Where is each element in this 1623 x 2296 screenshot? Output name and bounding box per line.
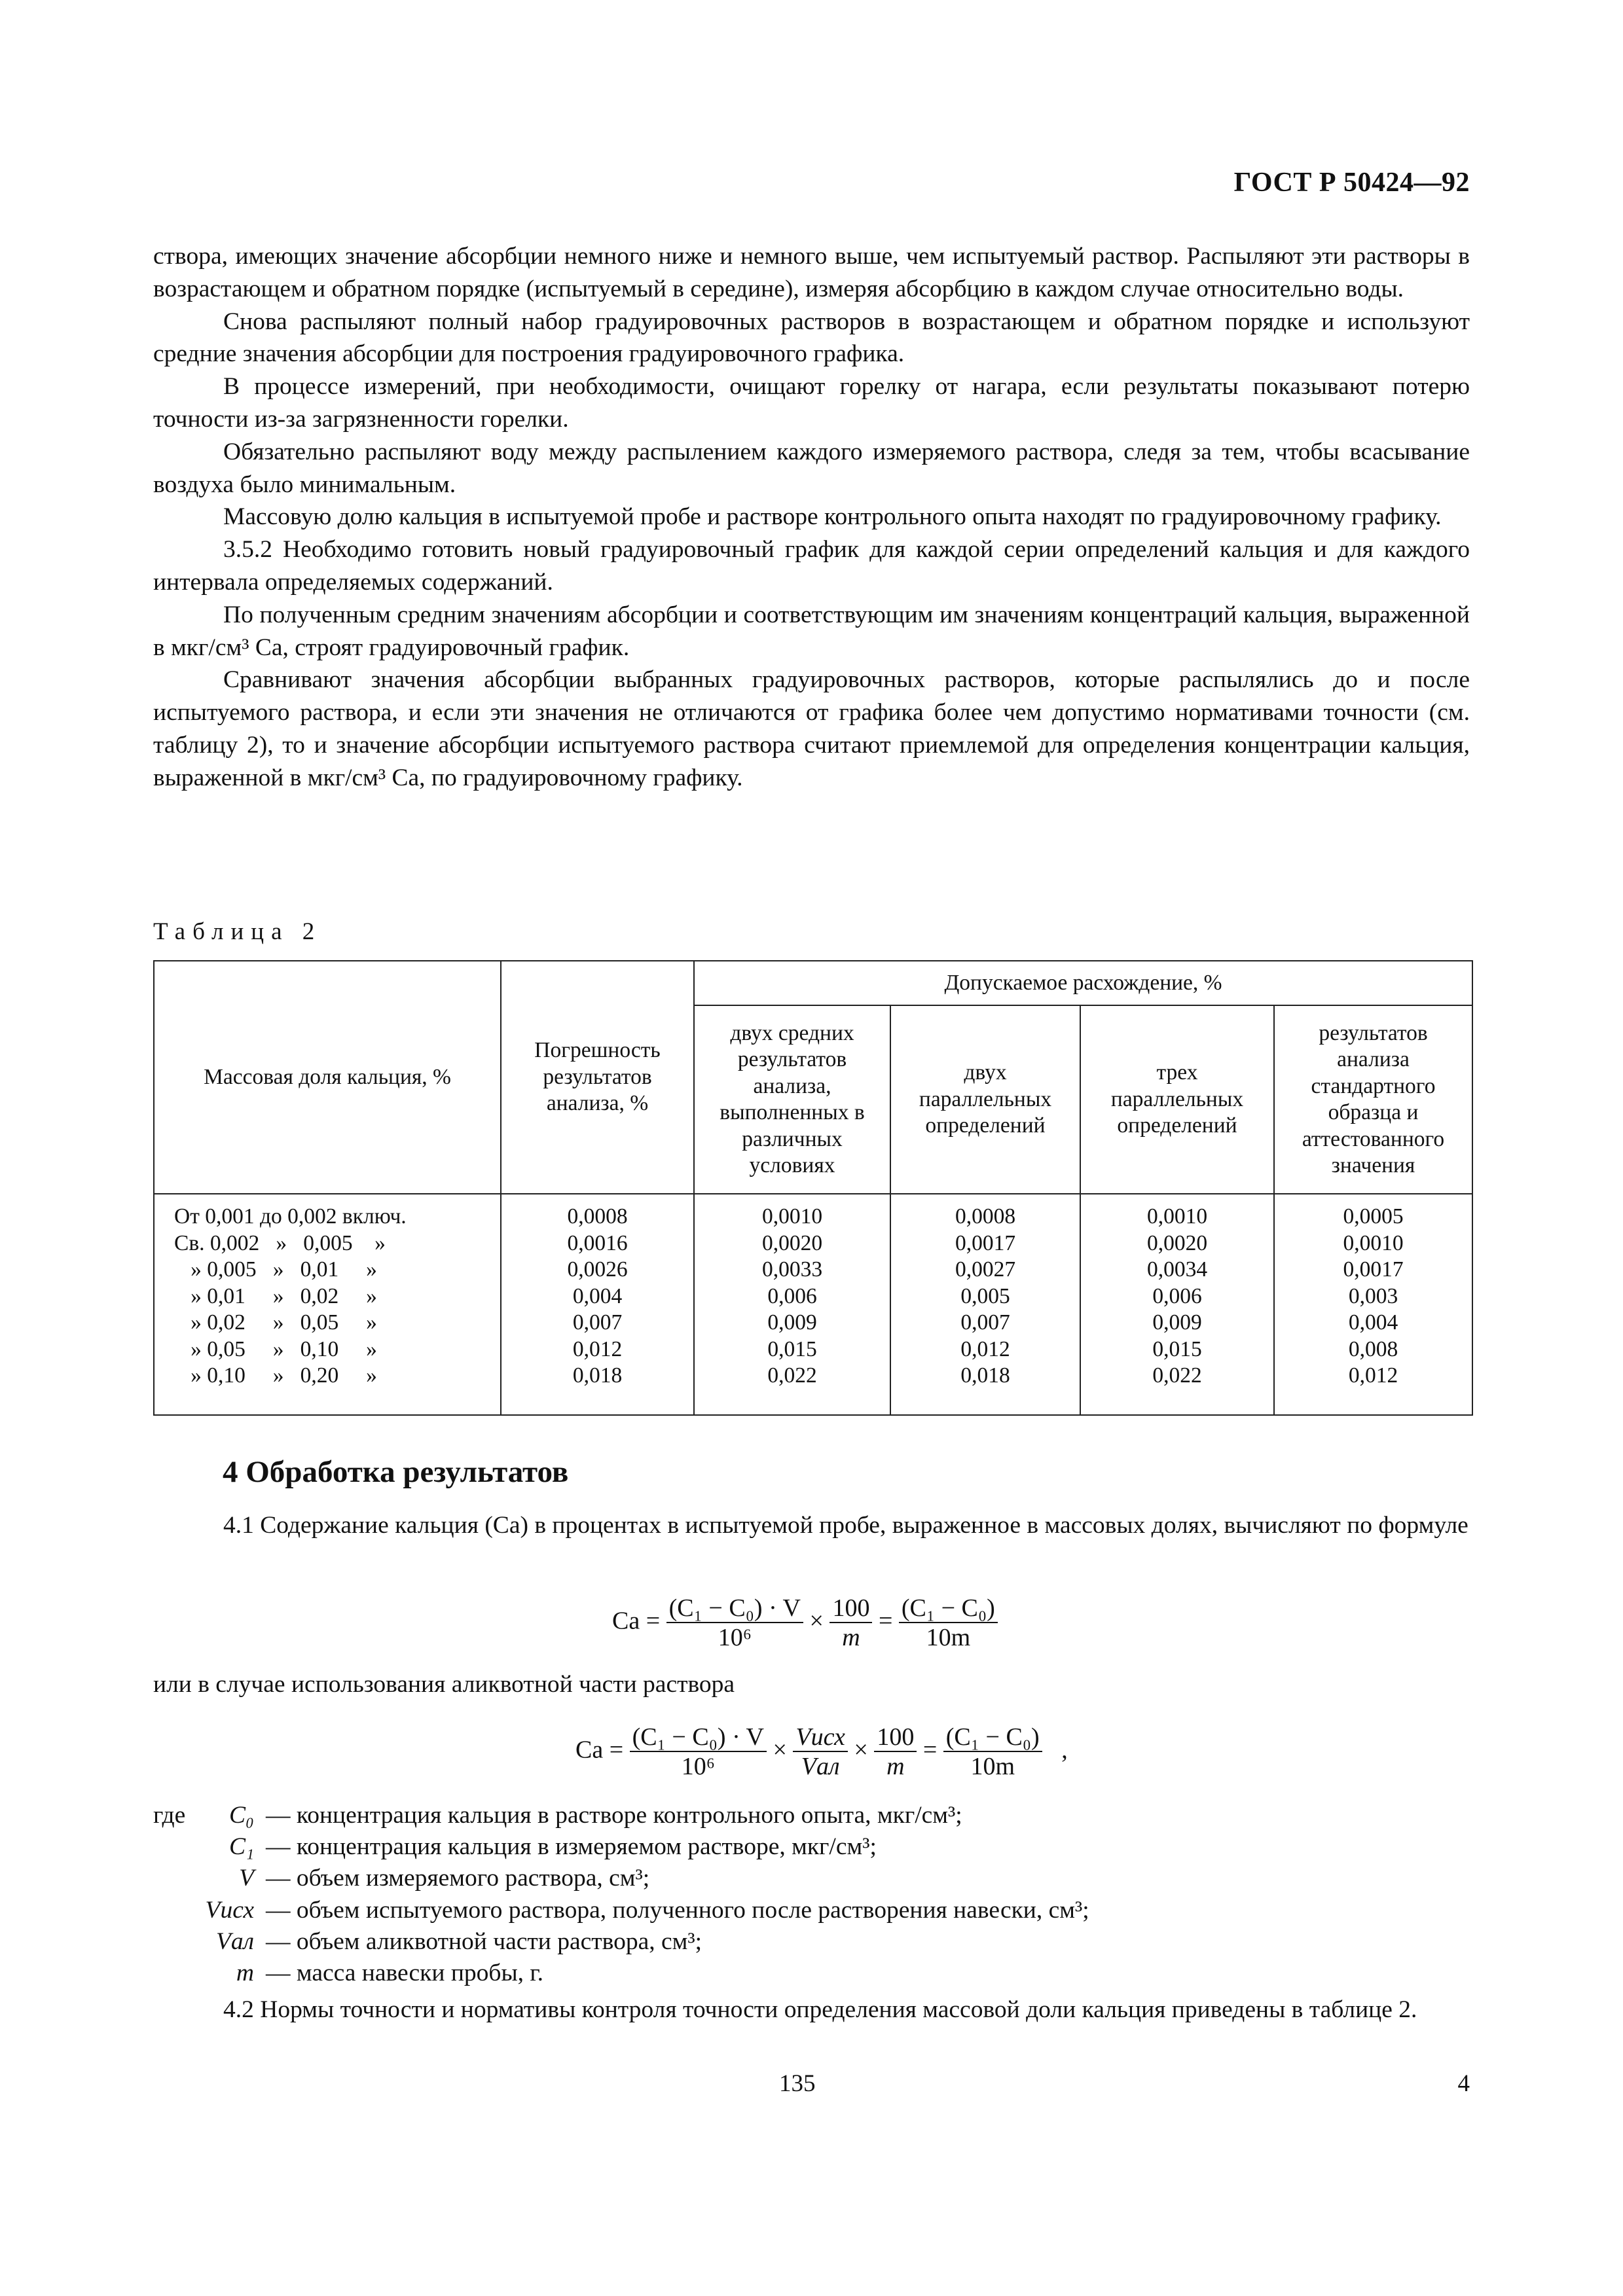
legend-description: — объем измеряемого раствора, см³; [266,1865,650,1892]
numerator: (C₁ − C₀) · V [666,1594,803,1623]
table-cell: 0,003 [1348,1283,1398,1308]
fraction [830,1594,872,1652]
formula-tail: , [1061,1736,1068,1764]
legend-description: — концентрация кальция в измеряемом растворе, мкг/см³; [266,1833,877,1861]
times-sign: × [854,1736,868,1764]
paragraph: 3.5.2 Необходимо готовить новый градуировочный график для каждой серии определений кальция и для каждого интервала определяемых содержаний. [153,536,1470,596]
numerator: (C₁ − C₀) · V [630,1723,767,1752]
or-text: или в случае использования аликвотной части раствора [153,1671,735,1698]
equals-sign: = [922,1736,938,1764]
table-cell: » 0,01 » 0,02 » [174,1283,377,1308]
accuracy-table [153,960,1473,1416]
paragraph: Обязательно распыляют воду между распылением каждого измеряемого раствора, следя за тем, чтобы всасывание воздуха было минимальным. [153,438,1470,498]
numerator: (C₁ − C₀) [899,1594,998,1623]
table-cell: 0,018 [960,1363,1010,1388]
table-cell: 0,015 [1152,1336,1202,1361]
paragraph: Сравнивают значения абсорбции выбранных градуировочных растворов, которые распылялись до и после испытуемого раствора, и если эти значения не отличаются от графика более чем допустимо нормативами точности (см. таблицу 2), то и значение абсорбции испытуемого раствора считают приемлемой для определения концентрации кальция, выраженной в мкг/см³ Са, по градуировочному графику. [153,666,1470,791]
table-cell: 0,0020 [1146,1230,1208,1255]
table-cell: 0,012 [572,1336,623,1361]
table-cell: 0,018 [572,1363,623,1388]
table-cell: 0,022 [1152,1363,1202,1388]
denominator: 10m [926,1624,971,1651]
legend-item [153,1926,1089,1958]
table-cell: 0,004 [572,1283,623,1308]
table-cell: 0,012 [960,1336,1010,1361]
legend-description: — объем аликвотной части раствора, см³; [266,1928,702,1955]
denominator: m [886,1753,905,1780]
fraction [943,1723,1042,1781]
table-cell: 0,009 [767,1310,817,1335]
header-two-parallel: двух параллельных определений [890,1005,1080,1194]
header-mass-fraction: Массовая доля кальция, % [154,961,501,1194]
table-cell: 0,0008 [567,1204,628,1229]
table-cell: 0,0017 [955,1230,1016,1255]
table-cell: 0,022 [767,1363,817,1388]
legend-symbol: Vисх [205,1896,254,1924]
table-cell: 0,007 [960,1310,1010,1335]
standard-sample-column [1274,1194,1472,1415]
body-text [153,240,1470,795]
document-code: ГОСТ Р 50424—92 [1233,168,1470,198]
legend-item [153,1958,1089,1989]
fraction [874,1723,917,1781]
page-number-right: 4 [1457,2070,1470,2097]
table-cell: 0,009 [1152,1310,1202,1335]
paragraph-4-2: 4.2 Нормы точности и нормативы контроля точности определения массовой доли кальция приведены в таблице 2. [223,1996,1417,2023]
table-cell: 0,0016 [567,1230,628,1255]
table-caption: Таблица 2 [153,918,322,945]
numerator: Vисх [793,1723,847,1752]
table-cell: Св. 0,002 » 0,005 » [174,1230,386,1255]
mass-fraction-column [154,1194,501,1415]
legend-symbol: V [239,1865,254,1892]
two-parallel-column [890,1194,1080,1415]
numerator: (C₁ − C₀) [943,1723,1042,1752]
table-cell: 0,004 [1348,1310,1398,1335]
legend-symbol: C₁ [228,1833,254,1861]
table-cell: 0,015 [767,1336,817,1361]
header-two-averages: двух средних результатов анализа, выполненных в различных условиях [694,1005,890,1194]
denominator: m [842,1624,860,1651]
table-cell: От 0,001 до 0,002 включ. [174,1204,407,1229]
table-cell: 0,005 [960,1283,1010,1308]
formula-lhs: Ca = [575,1736,624,1764]
paragraph: Массовую долю кальция в испытуемой пробе и растворе контрольного опыта находят по градуировочному графику. [223,503,1442,531]
paragraph-4-1: 4.1 Содержание кальция (Са) в процентах в испытуемой пробе, выраженное в массовых долях, вычисляют по формуле [223,1512,1468,1539]
legend-symbol: m [236,1960,254,1987]
table-cell: 0,0010 [1146,1204,1208,1229]
symbol-legend [153,1800,1089,1989]
table-cell: » 0,05 » 0,10 » [174,1336,377,1361]
formula-2 [575,1723,1068,1781]
denominator: 10⁶ [718,1624,752,1651]
table-cell: 0,0020 [761,1230,823,1255]
legend-description: — масса навески пробы, г. [266,1960,543,1987]
table-cell: 0,0017 [1343,1257,1404,1282]
table-cell: » 0,005 » 0,01 » [174,1257,377,1282]
fraction [630,1723,767,1781]
legend-item [153,1895,1089,1926]
table-cell: 0,012 [1348,1363,1398,1388]
section-title: 4 Обработка результатов [223,1455,569,1489]
header-error: Погрешность результатов анализа, % [501,961,694,1194]
formula-1 [612,1594,998,1652]
table-cell: 0,0010 [761,1204,823,1229]
table-cell: » 0,10 » 0,20 » [174,1363,377,1388]
table-cell: 0,0008 [955,1204,1016,1229]
formula-lhs: Ca = [612,1607,661,1635]
legend-item [153,1831,1089,1863]
table-cell: 0,0010 [1343,1230,1404,1255]
table-cell: 0,007 [572,1310,623,1335]
paragraph: Снова распыляют полный набор градуировочных растворов в возрастающем и обратном порядке и используют средние значения абсорбции для построения градуировочного графика. [153,308,1470,368]
table-cell: 0,0034 [1146,1257,1208,1282]
legend-item [153,1800,1089,1831]
legend-description: — концентрация кальция в растворе контрольного опыта, мкг/см³; [266,1802,962,1829]
fraction [666,1594,803,1652]
fraction [899,1594,998,1652]
error-column [501,1194,694,1415]
table-cell: 0,0027 [955,1257,1016,1282]
denominator: Vал [801,1753,840,1780]
legend-symbol: Vал [215,1928,254,1955]
table-cell: 0,0033 [761,1257,823,1282]
legend-description: — объем испытуемого раствора, полученного после растворения навески, см³; [266,1896,1089,1924]
table-cell: 0,006 [1152,1283,1202,1308]
paragraph: створа, имеющих значение абсорбции немного ниже и немного выше, чем испытуемый раствор. Распыляют эти растворы в возрастающем и обратном порядке (испытуемый в середине), измеряя абсорбцию в каждом случае относительно воды. [153,243,1470,302]
denominator: 10m [970,1753,1015,1780]
three-parallel-column [1080,1194,1274,1415]
fraction [793,1723,847,1781]
header-allowed-discrepancy: Допускаемое расхождение, % [694,961,1472,1005]
table-cell: 0,0005 [1343,1204,1404,1229]
paragraph: По полученным средним значениям абсорбции и соответствующим им значениям концентраций кальция, выраженной в мкг/см³ Са, строят градуировочный график. [153,601,1470,661]
times-sign: × [809,1607,824,1635]
table-cell: 0,006 [767,1283,817,1308]
equals-sign: = [878,1607,893,1635]
legend-symbol: C₀ [228,1802,254,1829]
numerator: 100 [874,1723,917,1752]
page-number-center: 135 [779,2070,816,2097]
denominator: 10⁶ [681,1753,715,1780]
table-cell: 0,008 [1348,1336,1398,1361]
header-three-parallel: трех параллельных определений [1080,1005,1274,1194]
table-cell: 0,0026 [567,1257,628,1282]
header-standard-sample: результатов анализа стандартного образца и аттестованного значения [1274,1005,1472,1194]
paragraph: В процессе измерений, при необходимости, очищают горелку от нагара, если результаты показывают потерю точности из-за загрязненности горелки. [153,373,1470,433]
table-cell: » 0,02 » 0,05 » [174,1310,377,1335]
legend-intro: где [153,1802,186,1829]
two-averages-column [694,1194,890,1415]
legend-item [153,1863,1089,1894]
numerator: 100 [830,1594,872,1623]
times-sign: × [773,1736,787,1764]
